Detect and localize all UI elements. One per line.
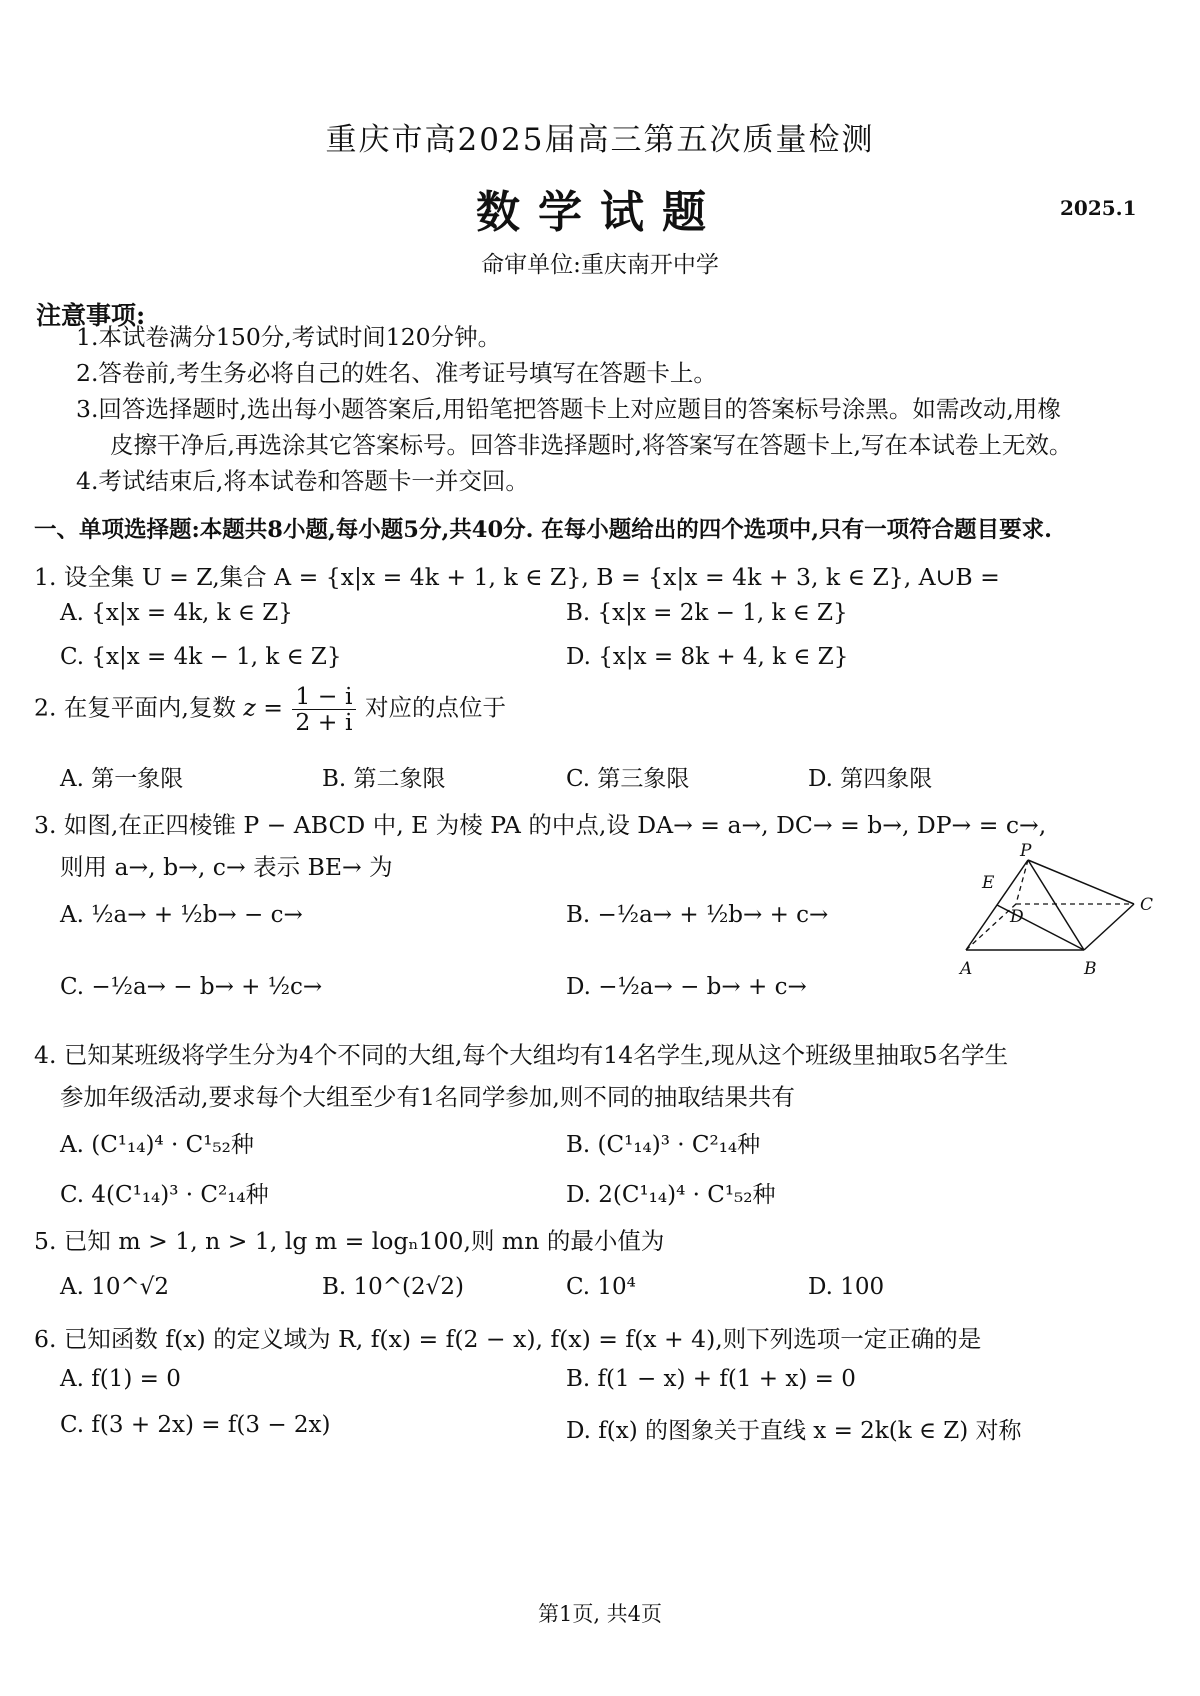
question-1-stem: 1. 设全集 U = Z,集合 A = {x|x = 4k + 1, k ∈ Z}, B = {x|x = 4k + 3, k ∈ Z}, A∪B = [34,563,1000,591]
q4-option-c: C. 4(C¹₁₄)³ · C²₁₄种 [60,1182,269,1208]
q2-z: z = [243,693,283,722]
q6-option-b: B. f(1 − x) + f(1 + x) = 0 [566,1366,856,1392]
q3-option-d: D. −½a→ − b→ + c→ [566,974,807,1000]
q2-denominator: 2 + i [295,707,353,736]
q5-option-b: B. 10^(2√2) [322,1274,464,1300]
q4-option-a: A. (C¹₁₄)⁴ · C¹₅₂种 [60,1132,254,1158]
q2-option-d: D. 第四象限 [808,766,933,792]
notice-item-1: 1.本试卷满分150分,考试时间120分钟。 [76,323,502,351]
edge-pd-hidden [1016,860,1028,904]
notice-item-4: 4.考试结束后,将本试卷和答题卡一并交回。 [76,467,529,495]
label-a: A [960,959,973,979]
q6-option-c: C. f(3 + 2x) = f(3 − 2x) [60,1412,331,1438]
q3-option-b: B. −½a→ + ½b→ + c→ [566,902,829,928]
q1-option-a: A. {x|x = 4k, k ∈ Z} [60,600,293,626]
q1-option-d: D. {x|x = 8k + 4, k ∈ Z} [566,644,849,670]
q2-option-a: A. 第一象限 [60,766,184,792]
label-c: C [1140,895,1154,915]
question-6-stem: 6. 已知函数 f(x) 的定义域为 R, f(x) = f(2 − x), f(x) = f(x + 4),则下列选项一定正确的是 [34,1325,982,1353]
notice-item-3: 3.回答选择题时,选出每小题答案后,用铅笔把答题卡上对应题目的答案标号涂黑。如需改动,用橡 [76,395,1061,423]
page-number: 第1页, 共4页 [537,1602,663,1626]
q5-option-d: D. 100 [808,1274,885,1300]
q1-option-c: C. {x|x = 4k − 1, k ∈ Z} [60,644,342,670]
edge-pb [1028,860,1084,950]
q3-option-a: A. ½a→ + ½b→ − c→ [60,902,303,928]
question-3-stem: 3. 如图,在正四棱锥 P − ABCD 中, E 为棱 PA 的中点,设 DA→ = a→, DC→ = b→, DP→ = c→, [34,811,1047,839]
subject-title: 数学试题 [476,187,724,238]
label-b: B [1084,959,1097,979]
q5-option-a: A. 10^√2 [60,1274,170,1300]
edge-pc [1028,860,1134,904]
question-4-stem: 4. 已知某班级将学生分为4个不同的大组,每个大组均有14名学生,现从这个班级里抽取5名学生 [34,1041,1009,1069]
notice-heading: 注意事项: [36,301,146,330]
q4-option-b: B. (C¹₁₄)³ · C²₁₄种 [566,1132,761,1158]
q2-suffix: 对应的点位于 [364,693,506,722]
exam-title: 重庆市高2025届高三第五次质量检测 [325,122,875,158]
authoring-unit: 命审单位:重庆南开中学 [481,252,719,278]
notice-item-2: 2.答卷前,考生务必将自己的姓名、准考证号填写在答题卡上。 [76,359,717,387]
edge-bc [1084,904,1134,950]
q6-option-a: A. f(1) = 0 [60,1366,181,1392]
notice-item-3-cont: 皮擦干净后,再选涂其它答案标号。回答非选择题时,将答案写在答题卡上,写在本试卷上无效。 [110,431,1073,459]
question-4-stem-2: 参加年级活动,要求每个大组至少有1名同学参加,则不同的抽取结果共有 [60,1083,795,1111]
label-d: D [1010,907,1024,927]
q4-option-d: D. 2(C¹₁₄)⁴ · C¹₅₂种 [566,1182,776,1208]
question-5-stem: 5. 已知 m > 1, n > 1, lg m = logₙ100,则 mn 的最小值为 [34,1227,665,1255]
q2-fraction [292,684,355,734]
q3-option-c: C. −½a→ − b→ + ½c→ [60,974,323,1000]
pyramid-figure [960,841,1160,992]
label-e: E [982,873,995,893]
exam-date: 2025.1 [1060,196,1137,220]
question-3-stem-2: 则用 a→, b→, c→ 表示 BE→ 为 [60,853,393,881]
q6-option-d: D. f(x) 的图象关于直线 x = 2k(k ∈ Z) 对称 [566,1418,1022,1444]
q2-option-b: B. 第二象限 [322,766,446,792]
q2-numerator: 1 − i [292,684,355,710]
q2-option-c: C. 第三象限 [566,766,690,792]
edge-ad-hidden [966,904,1016,950]
q1-option-b: B. {x|x = 2k − 1, k ∈ Z} [566,600,848,626]
question-2-stem [34,684,506,734]
q2-prefix: 2. 在复平面内,复数 [34,693,236,722]
label-p: P [1020,841,1032,861]
q5-option-c: C. 10⁴ [566,1274,636,1300]
section-heading: 一、单项选择题:本题共8小题,每小题5分,共40分. 在每小题给出的四个选项中,只有一项符合题目要求. [34,517,1052,543]
